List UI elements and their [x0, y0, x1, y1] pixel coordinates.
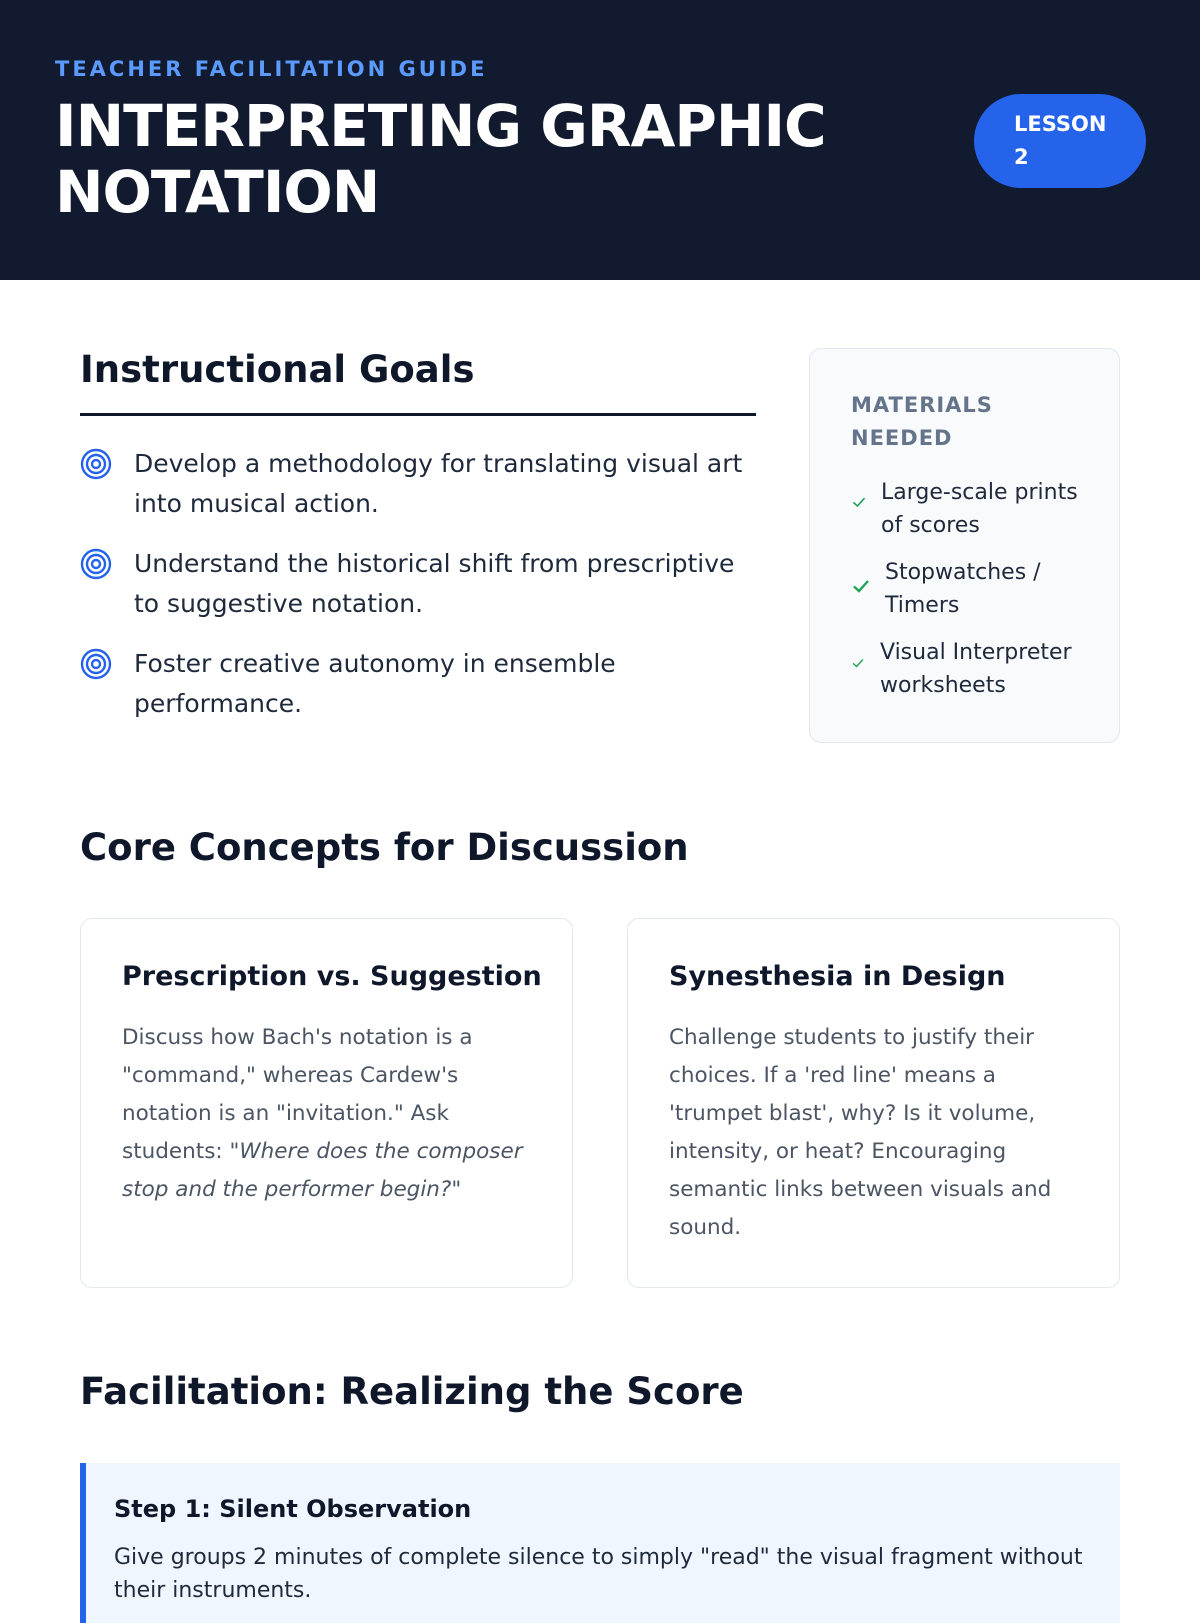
- concept-card-title: Prescription vs. Suggestion: [122, 961, 542, 992]
- concept-card: [627, 918, 1120, 1288]
- materials-text: Stopwatches / Timers: [885, 560, 1041, 618]
- materials-text: Large-scale prints of scores: [881, 480, 1078, 538]
- page-title: INTERPRETING GRAPHIC NOTATION: [55, 92, 826, 226]
- step-body: Give groups 2 minutes of complete silence to simply "read" the visual fragment without their instruments.: [114, 1545, 1083, 1603]
- goals-heading: Instructional Goals: [80, 348, 475, 391]
- materials-heading: MATERIALS NEEDED: [851, 393, 993, 450]
- check-icon: [851, 576, 871, 596]
- concept-card: [80, 918, 573, 1288]
- target-icon: [80, 648, 112, 680]
- concept-card-body: [122, 1019, 542, 1209]
- concept-card-body: Challenge students to justify their choices. If a 'red line' means a 'trumpet blast', why? Is it volume, intensity, or heat? Encouraging semantic links between visuals and sound.: [669, 1025, 1052, 1240]
- concept-card-text: Discuss how Bach's notation is a "command," whereas Cardew's notation is an "invitation." Ask students:: [122, 1025, 473, 1164]
- target-icon: [80, 448, 112, 480]
- goal-text: Develop a methodology for translating visual art into musical action.: [134, 449, 743, 518]
- concept-card-title: Synesthesia in Design: [669, 961, 1006, 992]
- step-title: Step 1: Silent Observation: [114, 1495, 472, 1523]
- check-icon: [851, 494, 867, 510]
- goal-text: Foster creative autonomy in ensemble performance.: [134, 649, 616, 718]
- page-header: [0, 0, 1200, 280]
- lesson-number: 2: [1014, 145, 1029, 169]
- materials-text: Visual Interpreter worksheets: [880, 640, 1072, 698]
- facilitation-heading: Facilitation: Realizing the Score: [80, 1370, 744, 1413]
- core-concepts-heading: Core Concepts for Discussion: [80, 826, 689, 869]
- goals-divider: [80, 413, 756, 416]
- guide-eyebrow: TEACHER FACILITATION GUIDE: [55, 57, 488, 81]
- materials-panel: [809, 348, 1120, 743]
- lesson-badge: [974, 94, 1146, 188]
- lesson-label: LESSON: [1014, 112, 1107, 136]
- goal-text: Understand the historical shift from prescriptive to suggestive notation.: [134, 549, 735, 618]
- facilitation-step: [80, 1463, 1120, 1623]
- concept-card-quote: "Where does the composer stop and the performer begin?": [122, 1139, 523, 1202]
- check-icon: [851, 656, 865, 670]
- target-icon: [80, 548, 112, 580]
